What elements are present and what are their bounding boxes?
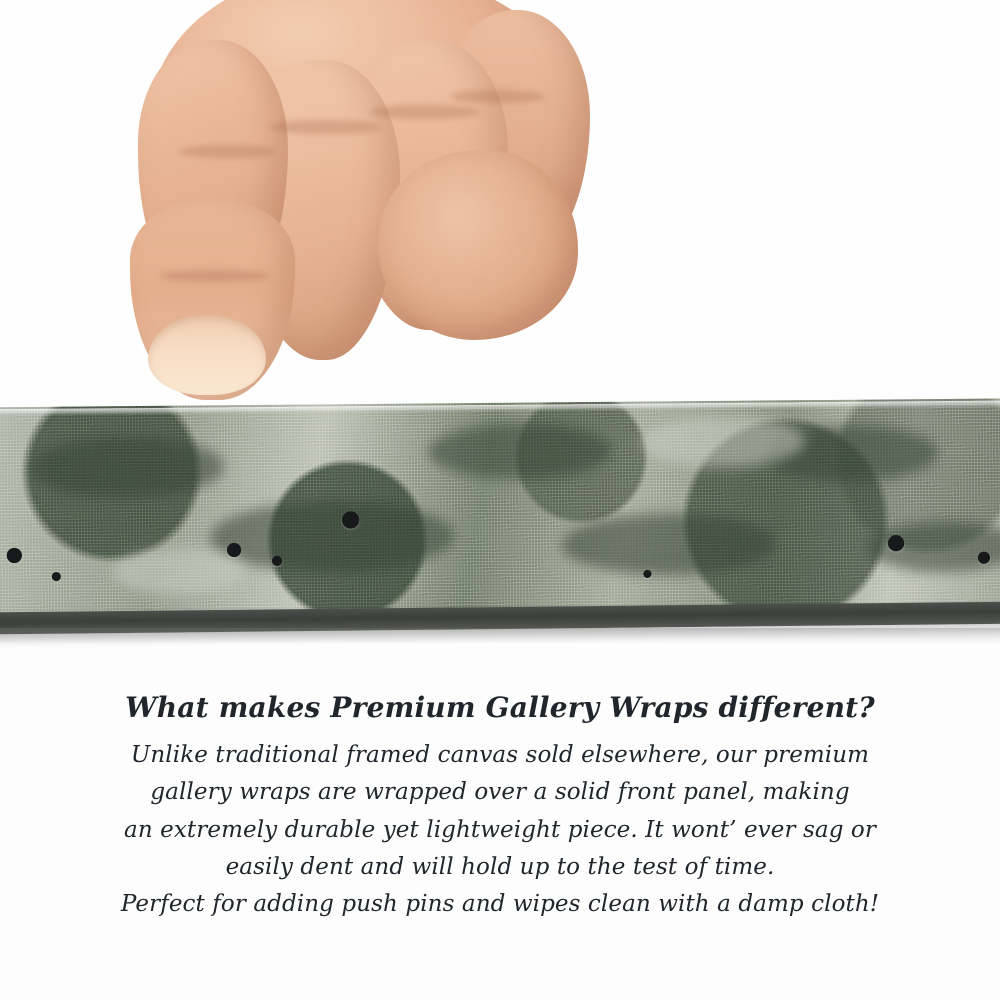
hand-graphic: [120, 0, 600, 440]
caption-line-3: an extremely durable yet lightweight piece. It wont’ ever sag or: [124, 816, 876, 843]
push-pin-hole: [888, 535, 904, 551]
caption-heading: What makes Premium Gallery Wraps different?: [125, 691, 875, 724]
caption-block: [0, 690, 1000, 923]
caption-line-5: Perfect for adding push pins and wipes clean with a damp cloth!: [120, 891, 880, 917]
knuckle-crease: [180, 145, 275, 158]
push-pin-hole: [7, 548, 22, 563]
fingernail-shape: [148, 315, 266, 395]
push-pin-hole: [272, 556, 282, 566]
thumb-fold-shape: [378, 150, 578, 340]
knuckle-crease: [370, 105, 480, 119]
finger-crease: [160, 270, 270, 282]
push-pin-hole: [342, 511, 359, 528]
caption-line-1: Unlike traditional framed canvas sold elsewhere, our premium: [130, 742, 870, 768]
canvas-edge-texture: [0, 398, 1000, 626]
push-pin-hole: [978, 552, 990, 564]
canvas-drop-shadow: [0, 628, 1000, 644]
caption-line-4: easily dent and will hold up to the test of time.: [225, 853, 775, 880]
knuckle-crease: [270, 120, 380, 134]
push-pin-hole: [52, 572, 61, 581]
caption-line-2: gallery wraps are wrapped over a solid front panel, making: [150, 779, 850, 806]
knuckle-crease: [450, 90, 545, 103]
push-pin-hole: [227, 543, 241, 557]
push-pin-hole: [643, 570, 651, 578]
